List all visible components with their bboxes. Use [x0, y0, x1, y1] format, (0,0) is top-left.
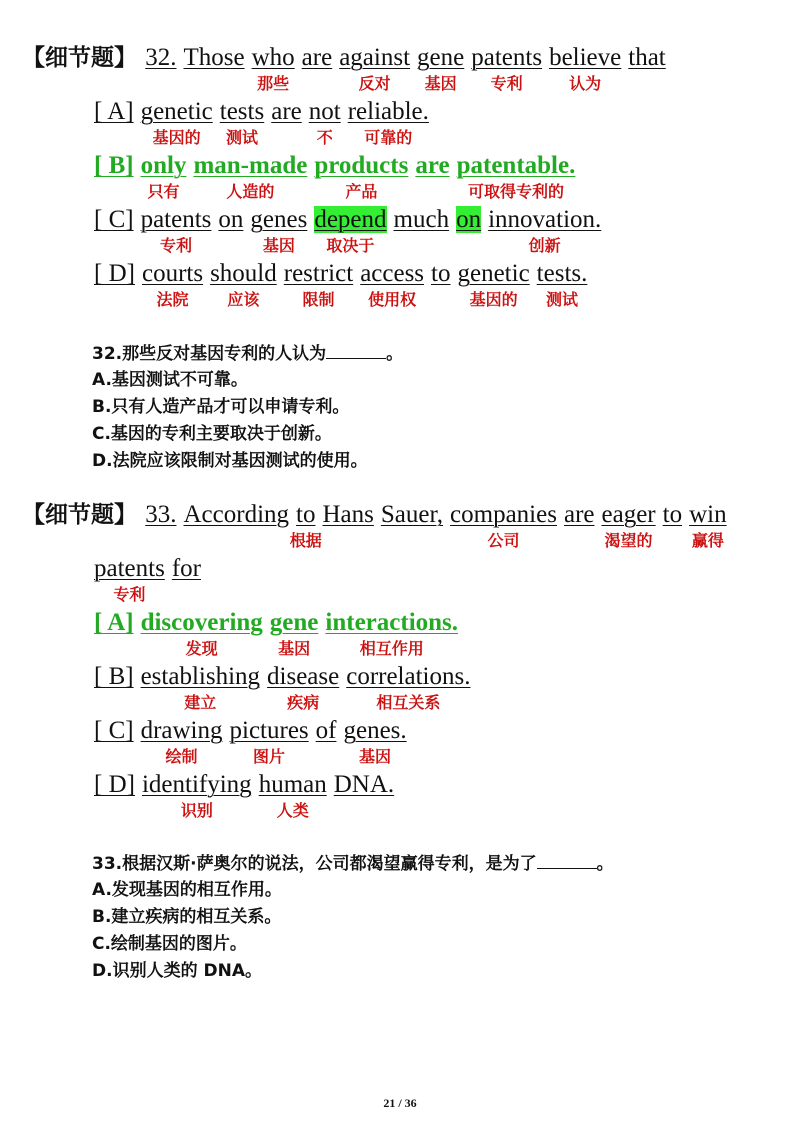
q33-stem-text [22, 499, 734, 550]
q32-option-text [94, 96, 436, 147]
word [219, 96, 265, 147]
word [283, 258, 354, 309]
q33-stem [0, 499, 800, 553]
q32-translation-d: D.法院应该限制对基因测试的使用。 [92, 451, 368, 471]
q33-tag: 【细节题】 [22, 502, 137, 528]
word-text: correlations. [346, 663, 471, 690]
word-gloss: 测试 [546, 290, 579, 309]
word-text: According [183, 501, 290, 528]
word-text: who [251, 44, 295, 71]
word-text: Those [183, 44, 245, 71]
word-gloss: 那些 [257, 74, 290, 93]
answer-blank [537, 850, 597, 869]
word-gloss: 相互关系 [376, 693, 441, 712]
word-text: human [258, 771, 327, 798]
q33-option-a [0, 607, 800, 661]
word [94, 553, 165, 604]
word-text: disease [267, 663, 340, 690]
word-text: companies [450, 501, 557, 528]
word-gloss: 发现 [185, 639, 218, 658]
word-gloss: 使用权 [368, 290, 417, 309]
word [267, 661, 340, 712]
word [457, 258, 530, 309]
word-gloss: 识别 [180, 801, 213, 820]
q33-option-text [94, 607, 465, 658]
word [269, 607, 319, 658]
word [141, 769, 252, 820]
word-text: genes [250, 206, 308, 233]
page-number: 21 / 36 [383, 1096, 417, 1110]
word-text: drawing [140, 717, 223, 744]
word-text: gene [417, 44, 465, 71]
q32-option-d [0, 258, 800, 312]
word-text: to [662, 501, 683, 528]
question-33 [0, 499, 800, 823]
word [450, 499, 557, 550]
word-gloss: 法院 [156, 290, 189, 309]
word-text: depend [314, 206, 387, 233]
q33-option-b [0, 661, 800, 715]
word-text: access [360, 260, 425, 287]
word [334, 769, 394, 801]
word-gloss: 取决于 [326, 236, 375, 255]
word-text: innovation. [488, 206, 602, 233]
word [347, 96, 429, 147]
word [218, 204, 243, 236]
word-gloss: 根据 [289, 531, 322, 550]
word [229, 715, 309, 766]
word [314, 204, 387, 255]
word-text: much [393, 206, 450, 233]
q32-option-a [0, 96, 800, 150]
word-gloss: 人造的 [226, 182, 275, 201]
word-gloss: 专利 [113, 585, 146, 604]
q32-translation-b: B.只有人造产品才可以申请专利。 [92, 397, 350, 417]
word-text: for [171, 555, 201, 582]
word-gloss: 不 [316, 128, 333, 147]
word [316, 715, 337, 747]
word-gloss: 测试 [225, 128, 258, 147]
word-text: patents [471, 44, 543, 71]
word-gloss: 基因的 [469, 290, 518, 309]
word [140, 607, 263, 658]
word-text: patents [94, 555, 165, 582]
word [689, 499, 727, 550]
word-gloss: 图片 [253, 747, 286, 766]
option-letter: [ B] [94, 663, 134, 690]
word-gloss: 产品 [345, 182, 378, 201]
word-gloss: 基因 [278, 639, 311, 658]
word [140, 661, 261, 712]
word [536, 258, 588, 309]
q32-option-text [94, 258, 594, 309]
word-gloss: 疾病 [287, 693, 320, 712]
word [140, 150, 187, 201]
word-text: are [271, 98, 302, 125]
word [456, 150, 576, 201]
word-text: patentable. [456, 152, 576, 179]
word [628, 42, 666, 74]
word [302, 42, 333, 74]
word-gloss: 可取得专利的 [467, 182, 564, 201]
word-text: products [314, 152, 409, 179]
q33-translation-c: C.绘制基因的图片。 [92, 934, 247, 954]
q33-option-text [94, 661, 477, 712]
word-text: DNA. [333, 771, 395, 798]
word-gloss: 应该 [227, 290, 260, 309]
option-letter: [ D] [94, 260, 135, 287]
word-text: eager [601, 501, 656, 528]
word-gloss: 绘制 [165, 747, 198, 766]
word [258, 769, 327, 820]
word-text: tests [219, 98, 265, 125]
word [308, 96, 341, 147]
q33-translation-a: A.发现基因的相互作用。 [92, 880, 282, 900]
word [250, 204, 308, 255]
word-text: of [315, 717, 337, 744]
word-text: on [218, 206, 244, 233]
word-text: reliable. [347, 98, 429, 125]
q33-translation [92, 850, 614, 985]
word-text: man-made [193, 152, 308, 179]
word-text: genetic [140, 98, 213, 125]
word [140, 204, 212, 255]
word [488, 204, 602, 255]
word [601, 499, 656, 550]
word-text: identifying [141, 771, 252, 798]
word [431, 258, 450, 290]
q33-stem2-text [94, 553, 208, 604]
word [184, 42, 245, 74]
q33-option-c [0, 715, 800, 769]
word-gloss: 渴望的 [604, 531, 653, 550]
word-text: against [339, 44, 411, 71]
word-gloss: 赢得 [691, 531, 724, 550]
q32-translation [92, 340, 403, 475]
word-text: genes. [343, 717, 407, 744]
word-text: Sauer, [380, 501, 444, 528]
word-text: should [210, 260, 277, 287]
option-letter: [ C] [94, 206, 134, 233]
q32-translation-c: C.基因的专利主要取决于创新。 [92, 424, 332, 444]
word [140, 715, 223, 766]
q33-option-d [0, 769, 800, 823]
word [339, 42, 411, 93]
word-gloss: 反对 [358, 74, 391, 93]
word-gloss: 可靠的 [364, 128, 413, 147]
word-gloss: 建立 [184, 693, 217, 712]
word [271, 96, 302, 128]
q32-option-text [94, 150, 582, 201]
word-gloss: 限制 [302, 290, 335, 309]
word-text: not [308, 98, 341, 125]
word-text: pictures [229, 717, 309, 744]
answer-blank [326, 340, 386, 359]
q32-tag: 【细节题】 [22, 45, 137, 71]
word [381, 499, 443, 531]
word-text: discovering [140, 609, 263, 636]
q32-translation-question: 32.那些反对基因专利的人认为 。 [92, 340, 403, 367]
word [343, 715, 407, 766]
word [549, 42, 622, 93]
q33-translation-question: 33.根据汉斯·萨奥尔的说法，公司都渴望赢得专利，是为了 。 [92, 850, 614, 877]
word-text: on [456, 206, 482, 233]
word [471, 42, 543, 93]
word-text: genetic [457, 260, 530, 287]
word [145, 499, 176, 531]
word-text: are [301, 44, 333, 71]
word [360, 258, 425, 309]
word-text: 33. [145, 501, 177, 528]
word-text: believe [549, 44, 622, 71]
word [251, 42, 295, 93]
word [564, 499, 595, 531]
word [210, 258, 277, 309]
word-text: that [628, 44, 666, 71]
word-text: establishing [140, 663, 261, 690]
word-gloss: 认为 [569, 74, 602, 93]
word [193, 150, 308, 201]
word-text: 32. [145, 44, 177, 71]
word-gloss: 人类 [276, 801, 309, 820]
q32-stem-text [22, 42, 673, 93]
option-letter: [ A] [94, 98, 134, 125]
word-text: Hans [322, 501, 374, 528]
word-gloss: 创新 [528, 236, 561, 255]
word [415, 150, 449, 182]
word-gloss: 公司 [487, 531, 520, 550]
word-gloss: 只有 [147, 182, 180, 201]
q33-translation-b: B.建立疾病的相互关系。 [92, 907, 282, 927]
word [394, 204, 450, 236]
q33-translation-d: D.识别人类的 DNA。 [92, 961, 262, 981]
q32-stem [0, 42, 800, 96]
word-gloss: 相互作用 [359, 639, 424, 658]
word-gloss: 专利 [159, 236, 192, 255]
q32-option-b [0, 150, 800, 204]
word-text: are [415, 152, 450, 179]
word-text: tests. [536, 260, 588, 287]
word [456, 204, 481, 236]
word [289, 499, 322, 550]
option-letter: [ A] [94, 609, 134, 636]
option-letter: [ B] [94, 152, 134, 179]
word-text: patents [140, 206, 212, 233]
word-gloss: 专利 [490, 74, 523, 93]
word [663, 499, 682, 531]
word [141, 258, 204, 309]
word-text: only [140, 152, 187, 179]
word-text: to [431, 260, 451, 287]
word-text: restrict [283, 260, 354, 287]
word-gloss: 基因的 [152, 128, 201, 147]
q32-translation-a: A.基因测试不可靠。 [92, 370, 248, 390]
word [417, 42, 465, 93]
q33-option-text [94, 715, 414, 766]
word-text: interactions. [325, 609, 459, 636]
word [325, 607, 459, 658]
option-letter: [ D] [94, 771, 135, 798]
word-text: are [563, 501, 595, 528]
q32-option-c [0, 204, 800, 258]
word-gloss: 基因 [359, 747, 392, 766]
word [145, 42, 176, 74]
word-gloss: 基因 [424, 74, 457, 93]
word [346, 661, 471, 712]
word-text: gene [269, 609, 319, 636]
word [184, 499, 290, 531]
word-text: to [296, 501, 316, 528]
option-letter: [ C] [94, 717, 134, 744]
word-text: courts [141, 260, 204, 287]
q33-stem-continued [0, 553, 800, 607]
word [314, 150, 409, 201]
word [172, 553, 201, 585]
word [140, 96, 213, 147]
word [322, 499, 373, 531]
question-32 [0, 42, 800, 312]
q33-option-text [94, 769, 401, 820]
word-text: win [689, 501, 727, 528]
word-gloss: 基因 [262, 236, 295, 255]
q32-option-text [94, 204, 608, 255]
